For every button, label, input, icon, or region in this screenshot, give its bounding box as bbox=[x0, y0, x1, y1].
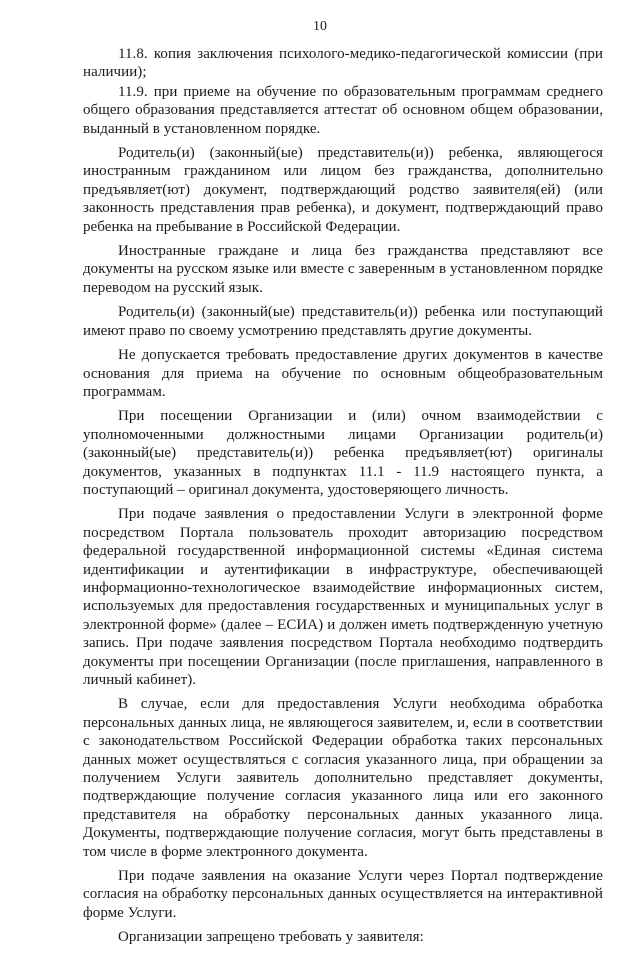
paragraph-11-8: 11.8. копия заключения психолого-медико-педагогической комиссии (при наличии); bbox=[83, 46, 603, 81]
paragraph-11-9: 11.9. при приеме на обучение по образовательным программам среднего общего образования представляется аттестат об основном общем образовании, выданный в установленном порядке. bbox=[83, 83, 603, 137]
document-body bbox=[83, 45, 603, 953]
paragraph-other-documents-right: Родитель(и) (законный(ые) представитель(и)) ребенка или поступающий имеют право по своему усмотрению представлять другие документы. bbox=[83, 304, 603, 339]
paragraph-no-extra-documents: Не допускается требовать предоставление других документов в качестве основания для приема на обучение по основным общеобразовательным программам. bbox=[83, 347, 603, 400]
paragraph-prohibited-requirements: Организации запрещено требовать у заявителя: bbox=[118, 929, 424, 946]
page-number: 10 bbox=[313, 19, 327, 34]
paragraph-portal-consent: При подаче заявления на оказание Услуги через Портал подтверждение согласия на обработку персональных данных осуществляется на интерактивной форме Услуги. bbox=[83, 868, 603, 921]
paragraph-russian-language-documents: Иностранные граждане и лица без гражданства представляют все документы на русском языке или вместе с заверенным в установленном порядке переводом на русский язык. bbox=[83, 243, 603, 296]
paragraph-portal-esia: При подаче заявления о предоставлении Услуги в электронной форме посредством Портала пользователь проходит авторизацию посредством федеральной государственной информационной системы «Единая система идентификации и аутентификации в инфраструктуре, обеспечивающей информационно-технологическое взаимодействие информационных систем, используемых для предоставления государственных и муниципальных услуг в электронной форме» (далее – ЕСИА) и должен иметь подтвержденную учетную запись. При подаче заявления посредством Портала необходимо подтвердить документы при посещении Организации (после приглашения, направленного в личный кабинет). bbox=[83, 506, 603, 688]
paragraph-foreign-child-documents: Родитель(и) (законный(ые) представитель(и)) ребенка, являющегося иностранным гражданином или лицом без гражданства, дополнительно предъявляет(ют) документ, подтверждающий родство заявителя(ей) (или законность представления прав ребенка), и документ, подтверждающий право ребенка на пребывание в Российской Федерации. bbox=[83, 145, 603, 235]
paragraph-visit-originals: При посещении Организации и (или) очном взаимодействии с уполномоченными должностными лицами Организации родитель(и) (законный(ые) представитель(и)) ребенка предъявляет(ют) оригиналы документов, указанных в подпунктах 11.1 - 11.9 настоящего пункта, а поступающий – оригинал документа, удостоверяющего личность. bbox=[83, 408, 603, 498]
paragraph-personal-data-consent: В случае, если для предоставления Услуги необходима обработка персональных данных лица, не являющегося заявителем, и, если в соответствии с законодательством Российской Федерации обработка таких персональных данных может осуществляться с согласия указанного лица, при обращении за получением Услуги заявитель дополнительно представляет документы, подтверждающие получение согласия указанного лица или его законного представителя на обработку персональных данных указанного лица. Документы, подтверждающие получение согласия, могут быть представлены в том числе в форме электронного документа. bbox=[83, 696, 603, 860]
